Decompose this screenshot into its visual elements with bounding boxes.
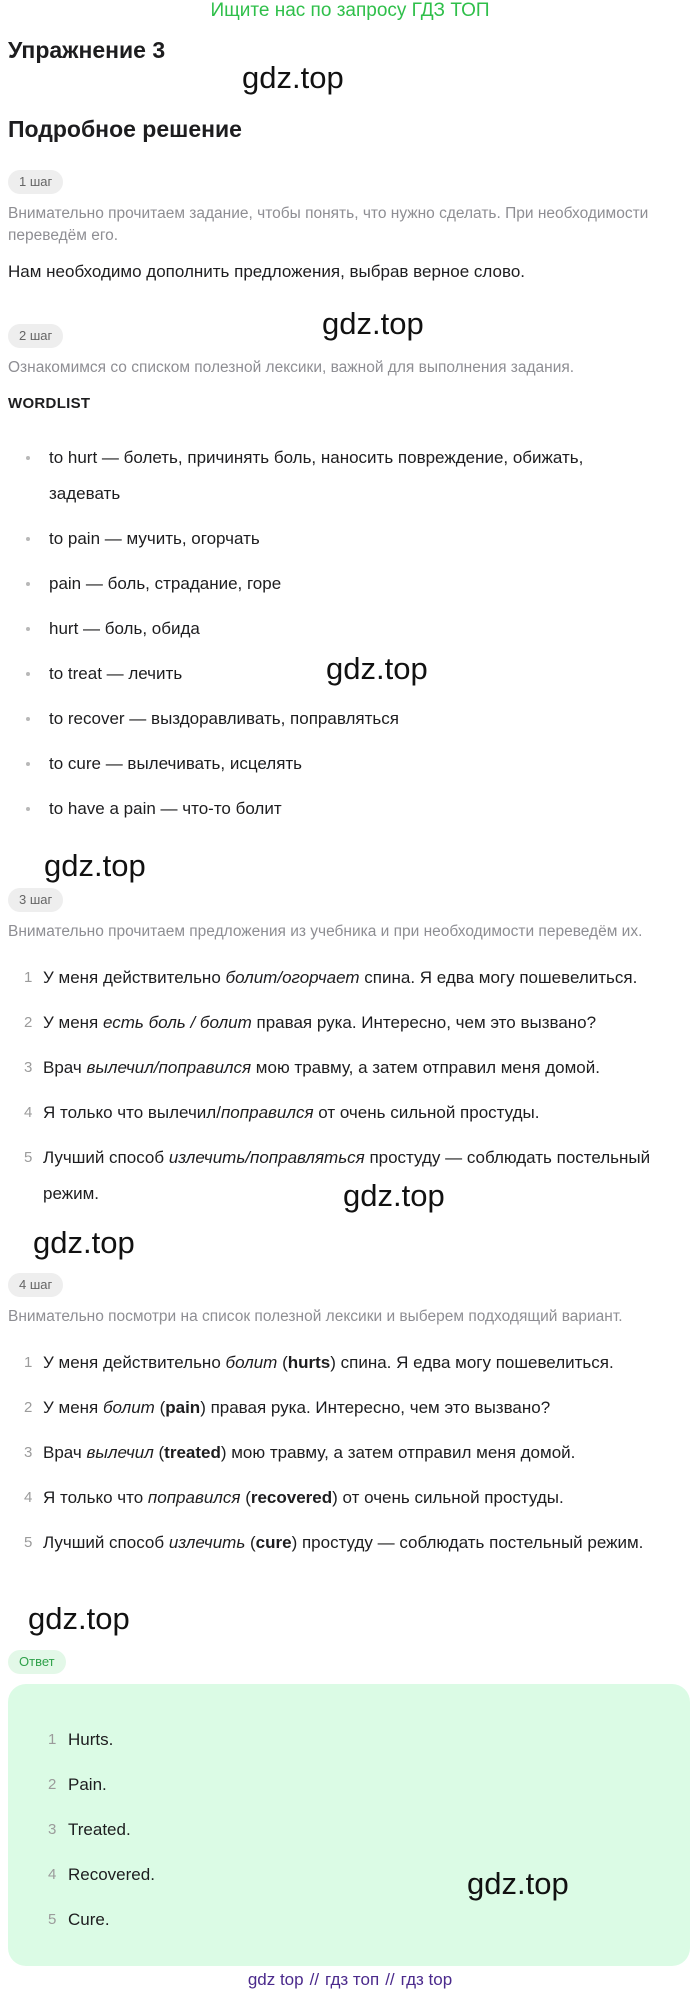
answer-box: [8, 1684, 690, 1966]
list-item: [0, 1095, 683, 1131]
wordlist-title: WORDLIST: [8, 395, 91, 412]
watermark: gdz.top: [322, 306, 424, 341]
item-text: Я только что вылечил/: [43, 1103, 221, 1122]
item-text: ) спина. Я едва могу пошевелиться.: [330, 1353, 614, 1372]
step-2-note: Ознакомимся со списком полезной лексики, важной для выполнения задания.: [8, 359, 575, 376]
item-text-bold: recovered: [250, 1488, 333, 1507]
item-number: 3: [24, 1059, 33, 1076]
item-text: Врач: [43, 1443, 87, 1462]
answer-sentence-list: [0, 1345, 700, 1570]
step-badge-1: 1 шаг: [8, 170, 63, 194]
list-item: [0, 1390, 683, 1426]
item-text: ) правая рука. Интересно, чем это вызвано?: [200, 1398, 551, 1417]
watermark: gdz.top: [467, 1866, 569, 1901]
list-item: to pain — мучить, огорчать: [0, 521, 649, 557]
item-text: У меня: [43, 1013, 103, 1032]
list-item: [0, 1345, 683, 1381]
item-text: Лучший способ: [43, 1148, 169, 1167]
footer-link-gdz-top-ru[interactable]: гдз топ: [325, 1970, 380, 1989]
item-text-italic: вылечил/поправился: [86, 1058, 252, 1077]
step-1-note: Внимательно прочитаем задание, чтобы понять, что нужно сделать. При необходимости переведём его.: [8, 205, 649, 244]
item-text-bold: hurts: [287, 1353, 331, 1372]
step-badge-4: 4 шаг: [8, 1273, 63, 1297]
item-text: от очень сильной простуды.: [313, 1103, 540, 1122]
item-text: ) простуду — соблюдать постельный режим.: [291, 1533, 644, 1552]
item-number: 3: [48, 1821, 57, 1838]
item-text-italic: болит: [102, 1398, 155, 1417]
step-badge-2: 2 шаг: [8, 324, 63, 348]
item-number: 3: [24, 1444, 33, 1461]
item-text: (: [245, 1533, 256, 1552]
list-item: to hurt — болеть, причинять боль, наносить повреждение, обижать, задевать: [0, 440, 649, 512]
footer-links: [0, 1970, 700, 1990]
footer-link-gdz-top[interactable]: gdz top: [247, 1970, 304, 1989]
answer-text: Pain.: [68, 1775, 107, 1794]
item-number: 4: [48, 1866, 57, 1883]
search-banner: Ищите нас по запросу ГДЗ ТОП: [210, 0, 490, 21]
answer-item: [8, 1902, 155, 1938]
item-text-italic: излечить/поправляться: [168, 1148, 365, 1167]
step-1-text: Нам необходимо дополнить предложения, выбрав верное слово.: [8, 262, 526, 281]
item-text-italic: излечить: [168, 1533, 246, 1552]
answer-text: Hurts.: [68, 1730, 114, 1749]
item-text-bold: pain: [165, 1398, 201, 1417]
footer-separator: //: [385, 1970, 395, 1989]
item-text: правая рука. Интересно, чем это вызвано?: [251, 1013, 597, 1032]
watermark: gdz.top: [33, 1225, 135, 1260]
item-text: простуду — соблюдать постельный режим.: [43, 1148, 651, 1203]
answer-badge: Ответ: [8, 1650, 66, 1674]
item-number: 2: [24, 1399, 33, 1416]
answer-item: [8, 1722, 155, 1758]
step-4-note: Внимательно посмотри на список полезной лексики и выберем подходящий вариант.: [8, 1308, 623, 1325]
watermark: gdz.top: [343, 1178, 445, 1213]
footer-separator: //: [309, 1970, 320, 1989]
list-item: [0, 1435, 683, 1471]
item-number: 1: [24, 969, 33, 986]
item-number: 2: [48, 1776, 57, 1793]
item-number: 4: [24, 1489, 33, 1506]
list-item: to have a pain — что-то болит: [0, 791, 649, 827]
item-text-bold: treated: [164, 1443, 221, 1462]
item-text: У меня действительно: [43, 968, 226, 987]
list-item: [0, 1050, 683, 1086]
item-number: 2: [24, 1014, 33, 1031]
footer-link-gdz-top-mixed[interactable]: гдз top: [400, 1970, 453, 1989]
item-number: 4: [24, 1104, 33, 1121]
answer-item: [8, 1767, 155, 1803]
item-text: ) мою травму, а затем отправил меня домой.: [220, 1443, 576, 1462]
list-item: [0, 1480, 683, 1516]
item-text: (: [240, 1488, 251, 1507]
answer-text: Treated.: [68, 1820, 131, 1839]
item-text-italic: поправился: [220, 1103, 314, 1122]
item-text: У меня действительно: [43, 1353, 226, 1372]
item-number: 1: [24, 1354, 33, 1371]
answer-item: [8, 1857, 155, 1893]
answer-item: [8, 1812, 155, 1848]
list-item: to recover — выздоравливать, поправляться: [0, 701, 649, 737]
item-number: 5: [24, 1149, 33, 1166]
item-text: (: [277, 1353, 288, 1372]
item-text: мою травму, а затем отправил меня домой.: [251, 1058, 600, 1077]
list-item: [0, 1525, 683, 1561]
item-text: спина. Я едва могу пошевелиться.: [359, 968, 638, 987]
item-text-bold: cure: [255, 1533, 292, 1552]
item-number: 1: [48, 1731, 57, 1748]
watermark: gdz.top: [242, 60, 344, 95]
section-title: Подробное решение: [8, 116, 242, 142]
exercise-title: Упражнение 3: [8, 37, 166, 63]
item-text: У меня: [43, 1398, 103, 1417]
item-text-italic: есть боль / болит: [102, 1013, 252, 1032]
watermark: gdz.top: [44, 848, 146, 883]
watermark: gdz.top: [326, 651, 428, 686]
list-item: [0, 1140, 683, 1212]
answer-list: [8, 1722, 155, 1947]
item-number: 5: [48, 1911, 57, 1928]
list-item: [0, 1005, 683, 1041]
item-text-italic: поправился: [147, 1488, 241, 1507]
item-number: 5: [24, 1534, 33, 1551]
step-badge-3: 3 шаг: [8, 888, 63, 912]
list-item: hurt — боль, обида: [0, 611, 649, 647]
answer-text: Recovered.: [68, 1865, 155, 1884]
watermark: gdz.top: [28, 1601, 130, 1636]
item-text-italic: вылечил: [86, 1443, 154, 1462]
list-item: to treat — лечить: [0, 656, 649, 692]
list-item: pain — боль, страдание, горе: [0, 566, 649, 602]
item-text: (: [153, 1443, 165, 1462]
step-3-note: Внимательно прочитаем предложения из учебника и при необходимости переведём их.: [8, 923, 643, 940]
wordlist: [0, 440, 700, 836]
answer-text: Cure.: [68, 1910, 110, 1929]
item-text: ) от очень сильной простуды.: [332, 1488, 564, 1507]
item-text: Я только что: [43, 1488, 148, 1507]
list-item: [0, 960, 683, 996]
item-text-italic: болит/огорчает: [225, 968, 360, 987]
item-text-italic: болит: [225, 1353, 278, 1372]
list-item: to cure — вылечивать, исцелять: [0, 746, 649, 782]
item-text: Врач: [43, 1058, 87, 1077]
item-text: (: [154, 1398, 166, 1417]
item-text: Лучший способ: [43, 1533, 169, 1552]
